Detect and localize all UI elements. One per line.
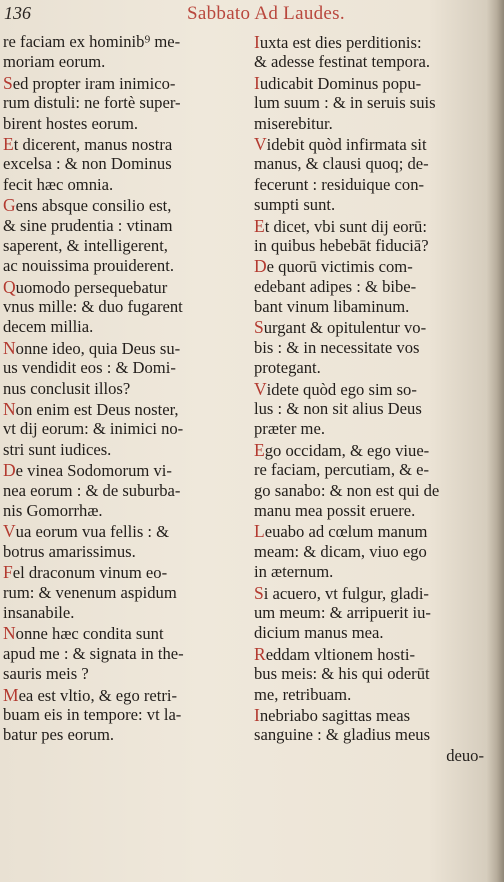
line-text: t dicet, vbi sunt dij eorū: [264, 216, 427, 236]
line-text: manus, & clausi quoq; de- [254, 154, 429, 174]
line-text: me, retribuam. [254, 684, 352, 704]
line-text: e quorū victimis com- [266, 257, 413, 277]
text-line [254, 521, 490, 541]
catchword [254, 746, 490, 766]
line-text: t dicerent, manus nostra [13, 134, 173, 154]
text-line [3, 236, 239, 256]
text-line [3, 195, 239, 215]
text-line [254, 501, 490, 521]
text-line [3, 297, 239, 317]
line-text: idete quòd ego sim so- [266, 379, 417, 399]
line-text: birent hostes eorum. [3, 113, 139, 133]
text-line [254, 379, 490, 399]
line-text: manu mea possit eruere. [254, 500, 416, 520]
text-line [254, 460, 490, 480]
text-line [254, 664, 490, 684]
text-line [3, 460, 239, 480]
rubric-initial: Q [3, 276, 16, 297]
line-text: in æternum. [254, 562, 334, 582]
line-text: sanguine : & gladius meus [254, 725, 431, 745]
rubric-initial: V [3, 521, 16, 542]
line-text: moriam eorum. [3, 52, 106, 72]
rubric-initial: E [254, 439, 265, 460]
text-line [3, 379, 239, 399]
text-line [254, 481, 490, 501]
rubric-initial: G [3, 195, 16, 216]
text-line [3, 440, 239, 460]
rubric-initial: V [254, 378, 267, 399]
rubric-initial: F [3, 562, 13, 583]
text-line [254, 114, 490, 134]
line-text: stri sunt iudices. [3, 439, 112, 459]
text-line [3, 419, 239, 439]
text-line [254, 338, 490, 358]
line-text: sauris meis ? [3, 664, 89, 684]
text-line [3, 114, 239, 134]
text-line [3, 644, 239, 664]
text-line [254, 195, 490, 215]
rubric-initial: S [3, 72, 13, 93]
rubric-initial: N [3, 623, 16, 644]
line-text: ua eorum vua fellis : & [15, 522, 170, 542]
rubric-initial: R [254, 643, 266, 664]
text-line [3, 603, 239, 623]
line-text: decem millia. [3, 317, 94, 337]
line-text: miserebitur. [254, 113, 333, 133]
text-line [3, 134, 239, 154]
text-line [254, 685, 490, 705]
text-line [254, 32, 490, 52]
text-line [254, 623, 490, 643]
text-line [3, 725, 239, 745]
text-line [254, 725, 490, 745]
line-text: nebriabo sagittas meas [259, 705, 411, 725]
line-text: fecit hæc omnia. [3, 174, 114, 194]
text-line [254, 134, 490, 154]
text-line [3, 399, 239, 419]
line-text: idebit quòd infirmata sit [266, 134, 427, 154]
text-line [254, 542, 490, 562]
text-line [254, 603, 490, 623]
text-line [3, 52, 239, 72]
line-text: nea eorum : & de suburba- [3, 480, 181, 500]
line-text: apud me : & signata in the- [3, 643, 184, 663]
line-text: onne hæc condita sunt [15, 624, 164, 644]
text-line [3, 705, 239, 725]
rubric-initial: S [254, 317, 264, 338]
line-text: excelsa : & non Dominus [3, 154, 172, 174]
text-line [3, 664, 239, 684]
rubric-initial: I [254, 72, 260, 93]
text-line [3, 562, 239, 582]
running-head: Sabbato Ad Laudes. [187, 3, 345, 24]
text-line [254, 440, 490, 460]
rubric-initial: N [3, 399, 16, 420]
line-text: ens absque consilio est, [15, 196, 172, 216]
text-line [3, 73, 239, 93]
line-text: edebant adipes : & bibe- [254, 276, 417, 296]
line-text: on enim est Deus noster, [15, 400, 179, 420]
text-line [3, 32, 239, 52]
text-line [254, 175, 490, 195]
line-text: saperent, & intelligerent, [3, 235, 168, 255]
line-text: meam: & dicam, viuo ego [254, 541, 427, 561]
line-text: re faciam ex hominib⁹ me- [3, 32, 181, 51]
text-line [254, 583, 490, 603]
text-line [254, 297, 490, 317]
text-line [3, 338, 239, 358]
rubric-initial: S [254, 582, 264, 603]
rubric-initial: E [3, 133, 14, 154]
text-line [254, 52, 490, 72]
line-text: & adesse festinat tempora. [254, 52, 431, 72]
line-text: euabo ad cœlum manum [264, 522, 428, 542]
rubric-initial: L [254, 521, 265, 542]
line-text: el draconum vinum eo- [12, 563, 168, 583]
line-text: botrus amarissimus. [3, 541, 136, 561]
line-text: præter me. [254, 419, 325, 439]
text-line [254, 419, 490, 439]
text-line [254, 93, 490, 113]
text-line [254, 317, 490, 337]
text-line [3, 583, 239, 603]
rubric-initial: D [3, 460, 16, 481]
rubric-initial: I [254, 704, 260, 725]
line-text: insanabile. [3, 602, 75, 622]
right-column [254, 32, 490, 766]
line-text: rum distuli: ne fortè super- [3, 93, 181, 113]
rubric-initial: D [254, 256, 267, 277]
line-text: sumpti sunt. [254, 195, 336, 215]
text-line [3, 685, 239, 705]
text-line [254, 256, 490, 276]
rubric-initial: I [254, 32, 260, 52]
line-text: dicium manus mea. [254, 623, 384, 643]
text-line [254, 562, 490, 582]
line-text: bant vinum libaminum. [254, 297, 410, 317]
rubric-initial: M [3, 684, 19, 705]
text-line [3, 93, 239, 113]
text-line [254, 705, 490, 725]
line-text: ac nouissima prouiderent. [3, 256, 174, 276]
line-text: ea est vltio, & ego retri- [18, 685, 178, 705]
rubric-initial: N [3, 337, 16, 358]
text-line [3, 216, 239, 236]
text-line [3, 317, 239, 337]
text-line [254, 277, 490, 297]
text-line [3, 154, 239, 174]
line-text: & sine prudentia : vtinam [3, 215, 173, 235]
line-text: onne ideo, quia Deus su- [15, 338, 181, 358]
text-line [3, 542, 239, 562]
text-line [3, 358, 239, 378]
line-text: protegant. [254, 358, 321, 378]
line-text: i acuero, vt fulgur, gladi- [263, 583, 429, 603]
line-text: eddam vltionem hosti- [265, 644, 416, 664]
text-line [3, 256, 239, 276]
line-text: batur pes eorum. [3, 725, 115, 745]
line-text: go sanabo: & non est qui de [254, 480, 440, 500]
line-text: e vinea Sodomorum vi- [15, 461, 172, 481]
rubric-initial: E [254, 215, 265, 236]
text-line [3, 481, 239, 501]
line-text: lus : & non sit alius Deus [254, 399, 422, 419]
line-text: nis Gomorrhæ. [3, 500, 103, 520]
text-line [254, 154, 490, 174]
left-column [3, 32, 239, 746]
line-text: in quibus hebebāt fiduciā? [254, 235, 429, 255]
line-text: uxta est dies perditionis: [259, 33, 422, 52]
text-line [254, 216, 490, 236]
line-text: deuo- [446, 745, 484, 765]
line-text: bus meis: & his qui oderūt [254, 664, 430, 684]
line-text: um meum: & arripuerit iu- [254, 602, 431, 622]
line-text: go occidam, & ego viue- [264, 440, 430, 460]
page-header [4, 3, 474, 25]
text-line [254, 644, 490, 664]
text-line [254, 73, 490, 93]
text-line [3, 623, 239, 643]
text-line [254, 358, 490, 378]
text-line [3, 501, 239, 521]
page-number: 136 [4, 3, 31, 23]
line-text: ed propter iram inimico- [12, 73, 176, 93]
line-text: vnus mille: & duo fugarent [3, 297, 183, 317]
line-text: rum: & venenum aspidum [3, 582, 177, 602]
line-text: bis : & in necessitate vos [254, 337, 420, 357]
text-line [254, 236, 490, 256]
line-text: nus conclusit illos? [3, 378, 131, 398]
text-line [3, 175, 239, 195]
line-text: us vendidit eos : & Domi- [3, 358, 176, 378]
text-line [3, 521, 239, 541]
line-text: re faciam, percutiam, & e- [254, 460, 430, 480]
rubric-initial: V [254, 133, 267, 154]
line-text: urgant & opitulentur vo- [263, 318, 427, 338]
line-text: udicabit Dominus popu- [259, 73, 422, 93]
line-text: lum suum : & in seruis suis [254, 93, 436, 113]
text-line [254, 399, 490, 419]
line-text: uomodo persequebatur [15, 277, 168, 297]
line-text: fecerunt : residuique con- [254, 174, 425, 194]
line-text: buam eis in tempore: vt la- [3, 704, 182, 724]
line-text: vt dij eorum: & inimici no- [3, 419, 184, 439]
text-line [3, 277, 239, 297]
